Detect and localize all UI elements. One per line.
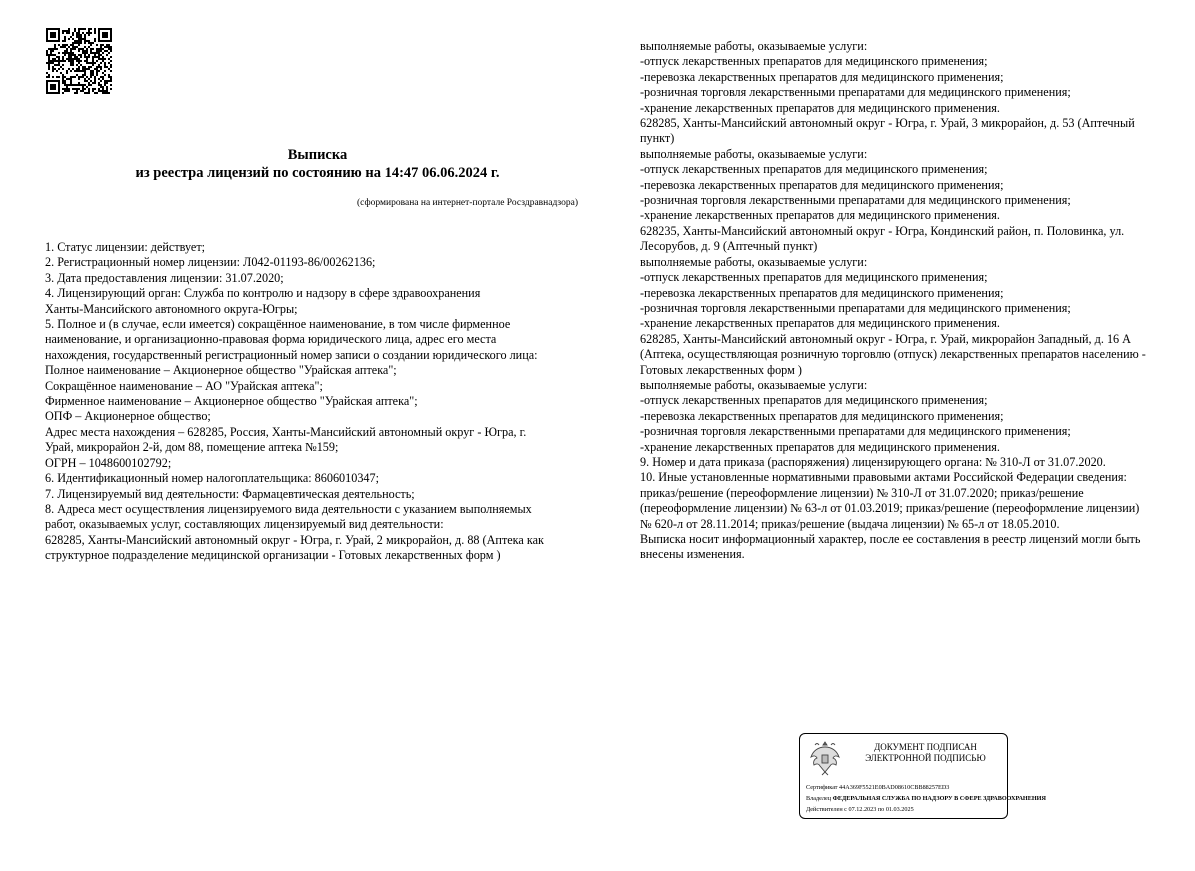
disclaimer: Выписка носит информационный характер, после ее составления в реестр лицензий могли быть внесены изменения. <box>640 532 1141 562</box>
right-column <box>640 39 1170 563</box>
address-block: 628285, Ханты-Мансийский автономный округ - Югра, г. Урай, 2 микрорайон, д. 88 (Аптека как структурное подразделение медицинской организации - Готовых лекарственных форм ) <box>45 532 544 563</box>
section-other-info: 10. Иные установленные нормативными правовыми актами Российской Федерации сведения: приказ/решение (переоформление лицензии) № 310-Л от 31.07.2020; приказ/решение (переоформление лицензии) № 63-л от 01.03.2019; приказ/решение (переоформление лицензии) № 620-л от 28.11.2014; приказ/решение (выдача лицензии) № 65-л от 18.05.2010. <box>640 470 1140 531</box>
section-authority: 4. Лицензирующий орган: Служба по контролю и надзору в сфере здравоохранения Ханты-Мансийского автономного округа-Югры; <box>45 286 481 316</box>
address-block: 628235, Ханты-Мансийский автономный округ - Югра, Кондинский район, п. Половинка, ул. Лесорубов, д. 9 (Аптечный пункт) выполняемые работы, оказываемые услуги: -отпуск лекарственных препаратов для медицинского применения; -перевозка лекарственных препаратов для медицинского применения; -розничная торговля лекарственными препаратами для медицинского применения; -хранение лекарственных препаратов для медицинского применения. <box>640 223 1125 331</box>
certificate-info <box>806 782 1046 815</box>
certificate-owner: Владелец ФЕДЕРАЛЬНАЯ СЛУЖБА ПО НАДЗОРУ В СФЕРЕ ЗДРАВООХРАНЕНИЯ <box>806 795 1046 802</box>
qr-code <box>46 28 112 94</box>
address-block: 628285, Ханты-Мансийский автономный округ - Югра, г. Урай, микрорайон Западный, д. 16 А (Аптека, осуществляющая розничную торговлю (отпуск) лекарственных препаратов населению - Готовых лекарственных форм ) выполняемые работы, оказываемые услуги: -отпуск лекарственных препаратов для медицинского применения; -перевозка лекарственных препаратов для медицинского применения; -розничная торговля лекарственными препаратами для медицинского применения; -хранение лекарственных препаратов для медицинского применения. <box>640 331 1146 454</box>
section-activity: 7. Лицензируемый вид деятельности: Фармацевтическая деятельность; <box>45 486 415 501</box>
source-note: (сформирована на интернет-портале Росздравнадзора) <box>357 198 578 208</box>
certificate-validity: Действителен с 07.12.2023 по 01.03.2025 <box>806 806 914 813</box>
section-addresses-heading: 8. Адреса мест осуществления лицензируемого вида деятельности с указанием выполняемых работ, оказываемых услуг, составляющих лицензируемый вид деятельности: <box>45 501 532 532</box>
section-name-details: Полное наименование – Акционерное общество "Урайская аптека"; Сокращённое наименование – АО "Урайская аптека"; Фирменное наименование – Акционерное общество "Урайская аптека"; ОПФ – Акционерное общество; Адрес места нахождения – 628285, Россия, Ханты-Мансийский автономный округ - Югра, г. Урай, микрорайон 2-й, дом 88, помещение аптека №159; ОГРН – 1048600102792; <box>45 363 527 470</box>
section-inn: 6. Идентификационный номер налогоплательщика: 8606010347; <box>45 471 380 486</box>
certificate-number: Сертификат 44A369F5521E0BAD08610CBB88257ED3 <box>806 784 950 791</box>
left-column <box>45 240 590 564</box>
document-title: Выписка <box>287 147 348 163</box>
section-order: 9. Номер и дата приказа (распоряжения) лицензирующего органа: № 310-Л от 31.07.2020. <box>640 454 1106 469</box>
address-block: 628285, Ханты-Мансийский автономный округ - Югра, г. Урай, 3 микрорайон, д. 53 (Аптечный пункт) выполняемые работы, оказываемые услуги: -отпуск лекарственных препаратов для медицинского применения; -перевозка лекарственных препаратов для медицинского применения; -розничная торговля лекарственными препаратами для медицинского применения; -хранение лекарственных препаратов для медицинского применения. <box>640 116 1135 223</box>
section-name-heading: 5. Полное и (в случае, если имеется) сокращённое наименование, в том числе фирменное наименование, и организационно-правовая форма юридического лица, адрес его места нахождения, государственный регистрационный номер записи о создании юридического лица: <box>45 317 538 362</box>
electronic-signature-stamp <box>799 733 1046 819</box>
document-subtitle: из реестра лицензий по состоянию на 14:47 06.06.2024 г. <box>135 165 500 181</box>
coat-of-arms-icon <box>808 739 842 777</box>
section-reg-number: 2. Регистрационный номер лицензии: Л042-01193-86/00262136; <box>45 255 376 270</box>
address-block: выполняемые работы, оказываемые услуги: -отпуск лекарственных препаратов для медицинского применения; -перевозка лекарственных препаратов для медицинского применения; -розничная торговля лекарственными препаратами для медицинского применения; -хранение лекарственных препаратов для медицинского применения. <box>640 39 1071 115</box>
stamp-heading: ДОКУМЕНТ ПОДПИСАН ЭЛЕКТРОННОЙ ПОДПИСЬЮ <box>865 742 986 763</box>
section-status: 1. Статус лицензии: действует; <box>45 240 206 254</box>
document-header <box>45 146 590 182</box>
section-date: 3. Дата предоставления лицензии: 31.07.2020; <box>45 270 284 285</box>
